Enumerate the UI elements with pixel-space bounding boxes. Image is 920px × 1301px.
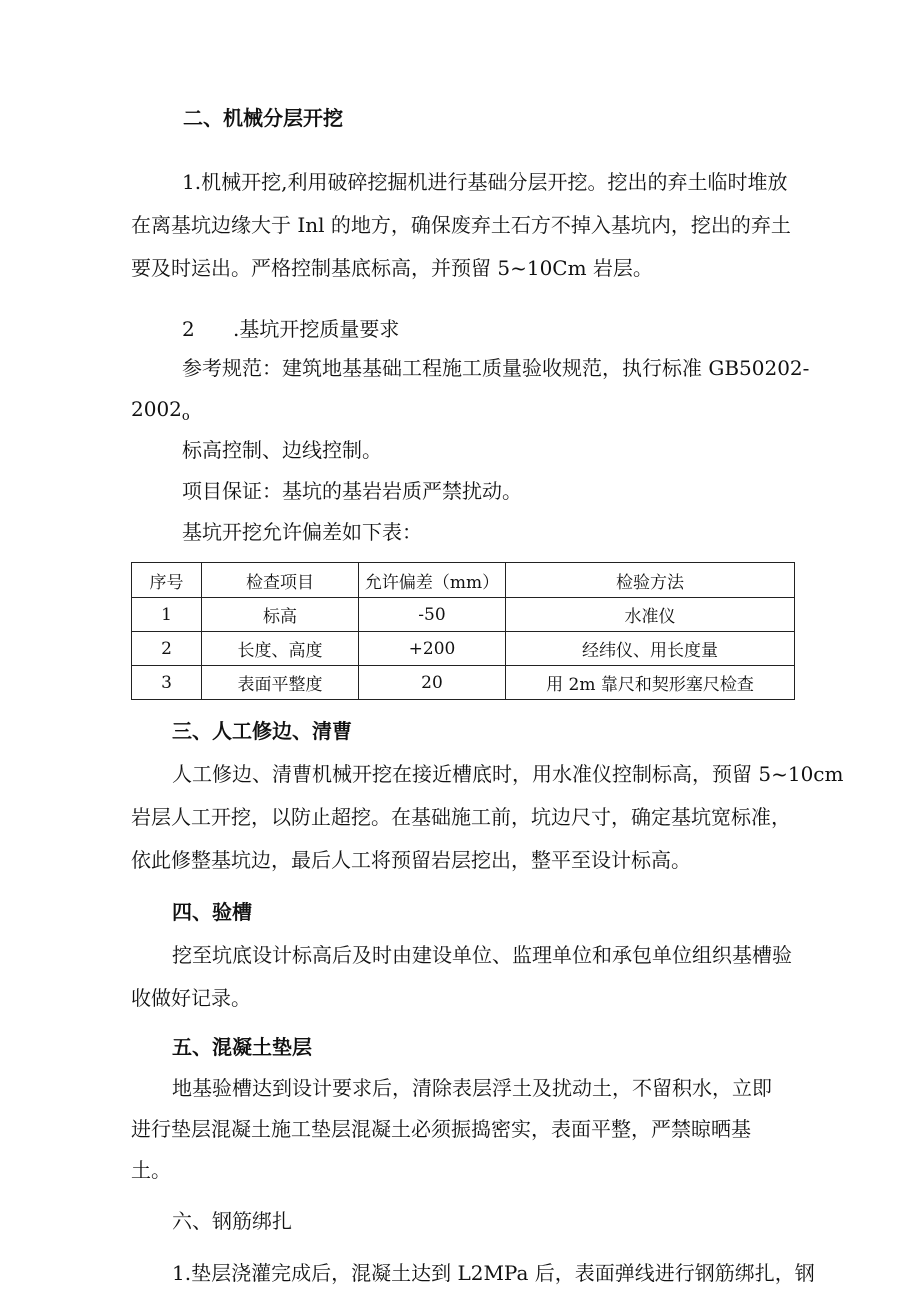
table-row: [132, 598, 795, 632]
paragraph-line: 项目保证：基坑的基岩岩质严禁扰动。: [182, 479, 522, 503]
paragraph-line: 1.机械开挖,利用破碎挖掘机进行基础分层开挖。挖出的弃土临时堆放: [182, 170, 788, 194]
paragraph-line: 土。: [131, 1158, 171, 1182]
table-cell: 经纬仪、用长度量: [506, 632, 795, 666]
reference-line: 参考规范：建筑地基基础工程施工质量验收规范，执行标准 GB50202-: [182, 356, 810, 380]
paragraph-line: 收做好记录。: [131, 986, 251, 1010]
table-header-cell: 检查项目: [202, 563, 359, 598]
table-header-cell: 允许偏差（mm）: [359, 563, 506, 598]
table-header-cell: 序号: [132, 563, 202, 598]
reference-year: 2002: [131, 397, 182, 421]
table-cell: 20: [359, 666, 506, 700]
table-cell: 2: [132, 632, 202, 666]
table-cell: 1: [132, 598, 202, 632]
reference-line: [131, 396, 190, 430]
table-cell: -50: [359, 598, 506, 632]
table-row: [132, 632, 795, 666]
paragraph-line: 要及时运出。严格控制基底标高，并预留 5~10Cm 岩层。: [131, 256, 653, 280]
table-header-cell: 检验方法: [506, 563, 795, 598]
paragraph-line: 岩层人工开挖，以防止超挖。在基础施工前，坑边尺寸，确定基坑宽标准，: [131, 805, 791, 829]
subsection-number: 2: [182, 317, 195, 341]
paragraph-line: 标高控制、边线控制。: [182, 438, 382, 462]
paragraph-line: 地基验槽达到设计要求后，清除表层浮土及扰动土，不留积水，立即: [172, 1076, 772, 1100]
section-heading-3: 三、人工修边、清曹: [172, 719, 352, 743]
table-cell: 用 2m 靠尺和契形塞尺检查: [506, 666, 795, 700]
table-cell: 水准仪: [506, 598, 795, 632]
paragraph-line: 人工修边、清曹机械开挖在接近槽底时，用水准仪控制标高，预留 5~10cm: [172, 762, 844, 786]
section-heading-4: 四、验槽: [172, 900, 252, 924]
section-heading-6: 六、钢筋绑扎: [172, 1209, 292, 1233]
deviation-table: [131, 562, 795, 700]
table-cell: 表面平整度: [202, 666, 359, 700]
paragraph-line: 挖至坑底设计标高后及时由建设单位、监理单位和承包单位组织基槽验: [172, 943, 792, 967]
section-heading-2: 二、机械分层开挖: [183, 106, 343, 130]
table-header-row: [132, 563, 795, 598]
paragraph-line: 依此修整基坑边，最后人工将预留岩层挖出，整平至设计标高。: [131, 848, 691, 872]
table-cell: 3: [132, 666, 202, 700]
paragraph-line: 在离基坑边缘大于 Inl 的地方，确保废弃土石方不掉入基坑内，挖出的弃土: [131, 213, 791, 237]
table-cell: 长度、高度: [202, 632, 359, 666]
section-heading-5: 五、混凝土垫层: [172, 1035, 312, 1059]
paragraph-line: 1.垫层浇灌完成后，混凝土达到 L2MPa 后，表面弹线进行钢筋绑扎，钢: [172, 1261, 815, 1285]
subsection-title: .基坑开挖质量要求: [233, 317, 400, 341]
table-row: [132, 666, 795, 700]
paragraph-line: 基坑开挖允许偏差如下表：: [182, 520, 422, 544]
paragraph-line: 进行垫层混凝土施工垫层混凝土必须振捣密实，表面平整，严禁晾晒基: [131, 1117, 751, 1141]
reference-tail: o: [181, 409, 190, 424]
table-cell: +200: [359, 632, 506, 666]
table-cell: 标高: [202, 598, 359, 632]
